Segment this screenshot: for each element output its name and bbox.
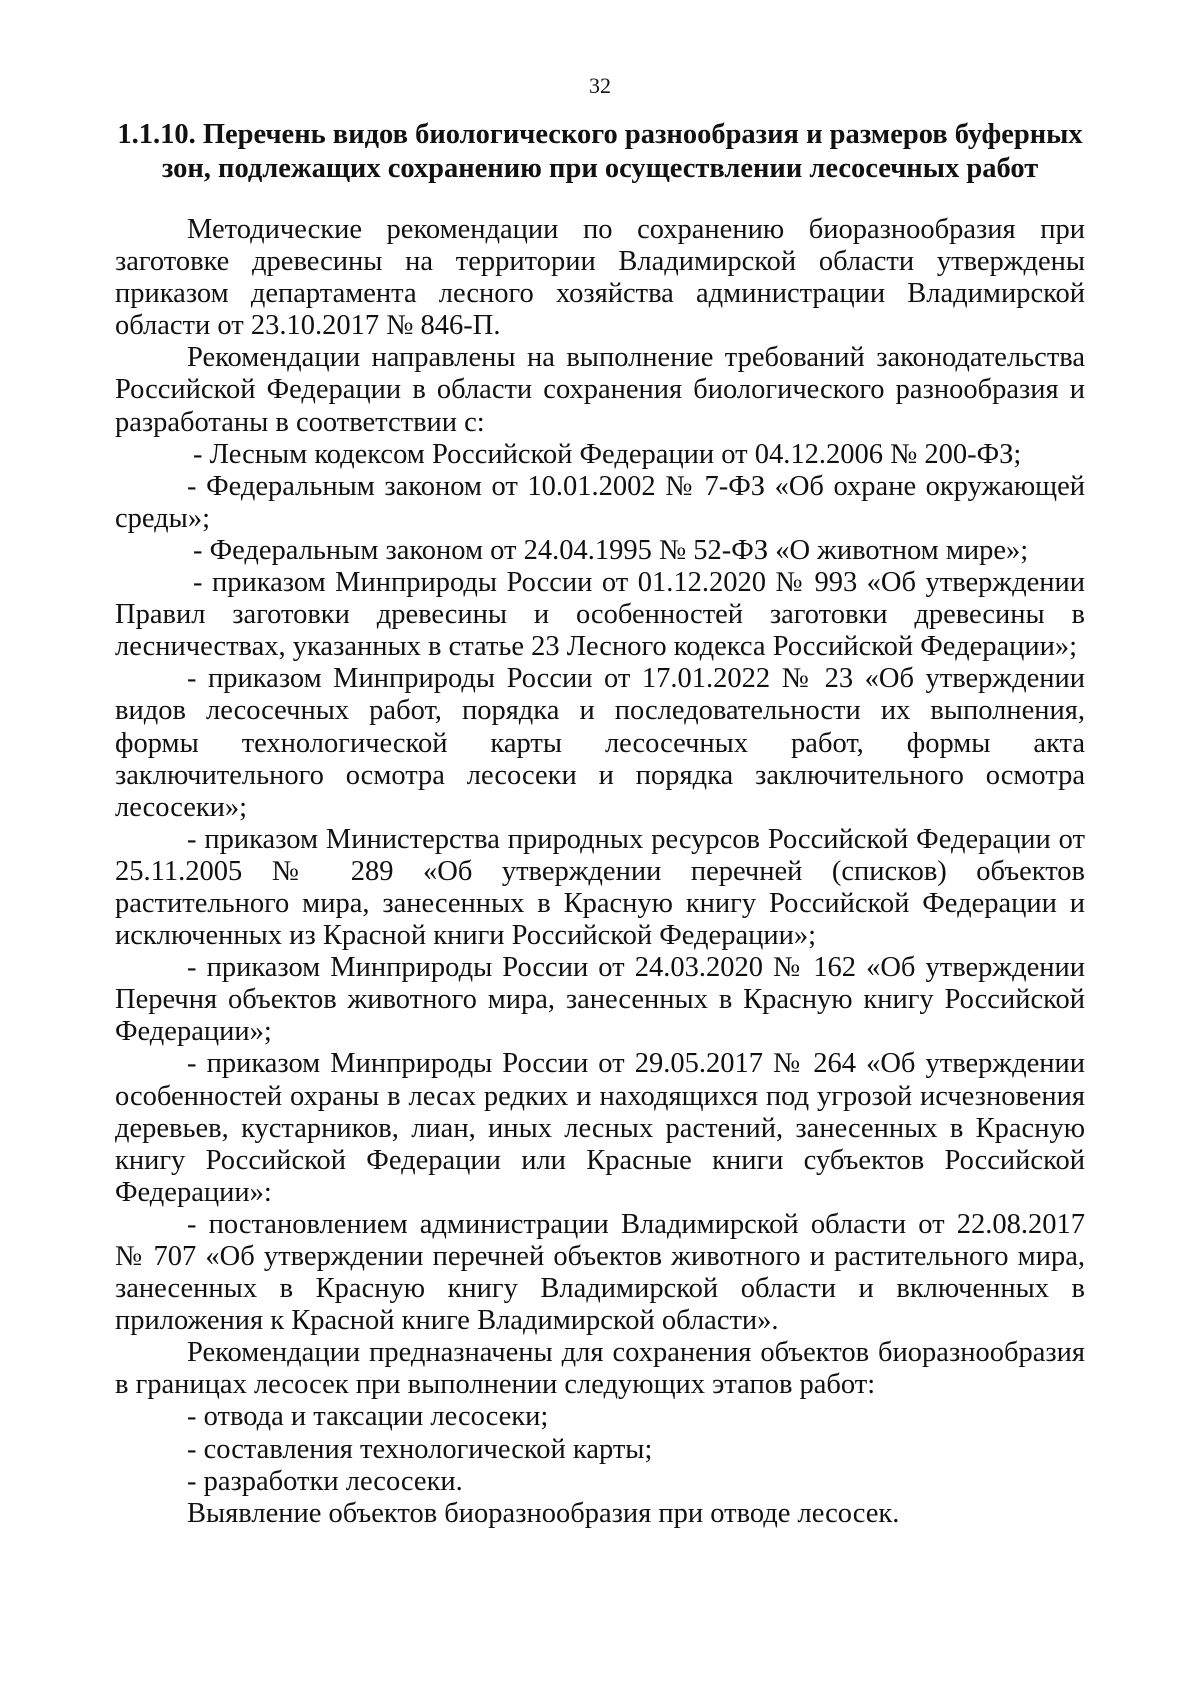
list-item-stage-development: - разработки лесосеки. bbox=[187, 1465, 463, 1497]
list-item-forest-code: - Лесным кодексом Российской Федерации от 04.12.2006 № 200-ФЗ; bbox=[193, 438, 1022, 470]
paragraph-recommendations-purpose: Рекомендации направлены на выполнение требований законодательства Российской Федерации в области сохранения биологического разнообразия и разработаны в соответствии с: bbox=[115, 342, 1085, 438]
paragraph-methodical-recommendations: Методические рекомендации по сохранению биоразнообразия при заготовке древесины на территории Владимирской области утверждены приказом департамента лесного хозяйства администрации Владимирской области от 23.10.2017 № 846-П. bbox=[115, 214, 1085, 342]
list-item-order-264: - приказом Минприроды России от 29.05.2017 № 264 «Об утверждении особенностей охраны в лесах редких и находящихся под угрозой исчезновения деревьев, кустарников, лиан, иных лесных растений, занесенных в Красную книгу Российской Федерации или Красные книги субъектов Российской Федерации»: bbox=[115, 1048, 1085, 1208]
list-item-decree-707: - постановлением администрации Владимирской области от 22.08.2017 № 707 «Об утверждении перечней объектов животного и растительного мира, занесенных в Красную книгу Владимирской области и включенных в приложения к Красной книге Владимирской области». bbox=[115, 1208, 1085, 1337]
paragraph-recommendations-stages: Рекомендации предназначены для сохранения объектов биоразнообразия в границах лесосек при выполнении следующих этапов работ: bbox=[115, 1337, 1085, 1401]
list-item-order-23: - приказом Минприроды России от 17.01.2022 № 23 «Об утверждении видов лесосечных работ, порядка и последовательности их выполнения, формы технологической карты лесосечных работ, формы акта заключительного осмотра лесосеки и порядка заключительного осмотра лесосеки»; bbox=[115, 663, 1085, 823]
list-item-stage-allotment: - отвода и таксации лесосеки; bbox=[187, 1401, 549, 1433]
list-item-order-162: - приказом Минприроды России от 24.03.2020 № 162 «Об утверждении Перечня объектов животного мира, занесенных в Красную книгу Российской Федерации»; bbox=[115, 952, 1085, 1048]
section-title: 1.1.10. Перечень видов биологического разнообразия и размеров буферных зон, подлежащих сохранению при осуществлении лесосечных работ bbox=[117, 119, 1083, 184]
list-item-stage-tech-map: - составления технологической карты; bbox=[187, 1433, 653, 1465]
page-number: 32 bbox=[589, 73, 611, 98]
list-item-order-993: - приказом Минприроды России от 01.12.2020 № 993 «Об утверждении Правил заготовки древесины и особенностей заготовки древесины в лесничествах, указанных в статье 23 Лесного кодекса Российской Федерации»; bbox=[115, 567, 1085, 663]
list-item-animal-world-law: - Федеральным законом от 24.04.1995 № 52-ФЗ «О животном мире»; bbox=[193, 534, 1029, 566]
paragraph-identification: Выявление объектов биоразнообразия при отводе лесосек. bbox=[187, 1497, 900, 1529]
document-body bbox=[115, 214, 1085, 1530]
list-item-environment-law: - Федеральным законом от 10.01.2002 № 7-ФЗ «Об охране окружающей среды»; bbox=[115, 470, 1085, 534]
list-item-order-289: - приказом Министерства природных ресурсов Российской Федерации от 25.11.2005 № 289 «Об утверждении перечней (списков) объектов растительного мира, занесенных в Красную книгу Российской Федерации и исключенных из Красной книги Российской Федерации»; bbox=[115, 823, 1085, 952]
